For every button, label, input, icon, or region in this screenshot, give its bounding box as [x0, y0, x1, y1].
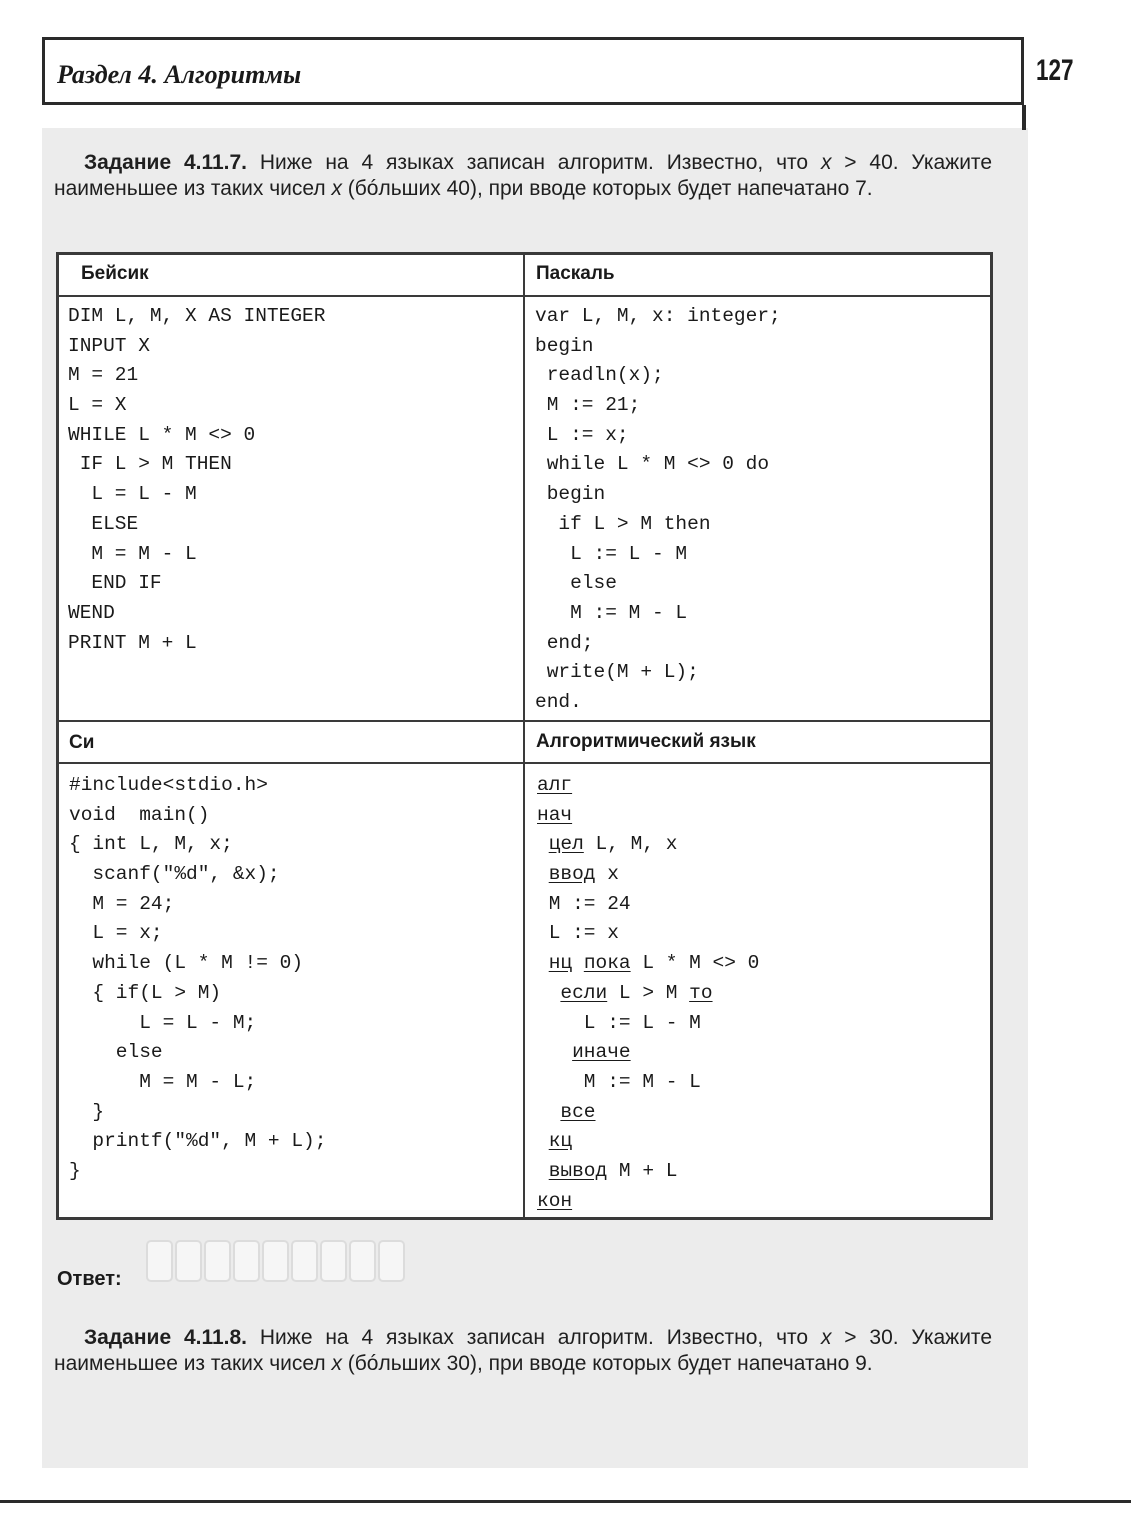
keyword: кц [548, 1130, 573, 1153]
column-divider [523, 255, 525, 1217]
answer-input[interactable] [146, 1240, 407, 1282]
code-line: M := 21; [535, 394, 641, 417]
keyword: алг [537, 774, 573, 796]
code-line: else [535, 572, 617, 595]
code-line: END IF [68, 572, 162, 595]
task-text: Ниже на 4 языках записан алгоритм. Известно, что [247, 1326, 821, 1349]
code-line: write(M + L); [535, 661, 699, 684]
basic-heading: Бейсик [81, 263, 149, 284]
row-divider [59, 762, 990, 764]
answer-cell[interactable] [320, 1240, 347, 1282]
code-line: WEND [68, 601, 115, 624]
code-text: L, M, x [583, 833, 678, 856]
code-text: M + L [607, 1159, 678, 1182]
code-line: PRINT M + L [68, 631, 197, 654]
keyword: то [689, 981, 713, 1004]
code-line: INPUT X [68, 334, 150, 357]
pascal-code [535, 302, 781, 718]
code-line: else [69, 1041, 163, 1064]
basic-code [68, 302, 325, 658]
row-divider [59, 720, 990, 722]
section-title: Раздел 4. Алгоритмы [57, 60, 302, 89]
answer-cell[interactable] [146, 1240, 173, 1282]
answer-cell[interactable] [233, 1240, 260, 1282]
code-line [537, 1098, 759, 1128]
task-label: Задание 4.11.8. [84, 1326, 248, 1349]
keyword: если [560, 981, 608, 1004]
task-text: (бóльших 30), при вводе которых будет напечатано 9. [341, 1352, 873, 1375]
variable-x: x [331, 1352, 342, 1375]
code-line [537, 1127, 759, 1157]
variable-x: x [820, 151, 832, 174]
code-line: while (L * M != 0) [69, 952, 304, 975]
code-text: L * M <> 0 [630, 952, 760, 975]
task-text: (бóльших 40), при вводе которых будет напечатано 7. [341, 177, 873, 200]
code-line: { if(L > M) [69, 981, 222, 1004]
answer-cell[interactable] [291, 1240, 318, 1282]
answer-cell[interactable] [204, 1240, 231, 1282]
code-line: M = 21 [68, 364, 139, 387]
page-bottom-rule [0, 1500, 1131, 1503]
code-line [537, 771, 759, 801]
code-line: L = L - M [68, 483, 197, 506]
code-text: L > M [607, 981, 690, 1004]
answer-cell[interactable] [175, 1240, 202, 1282]
task-4-11-8 [54, 1325, 992, 1377]
pascal-heading: Паскаль [536, 263, 615, 284]
answer-cell[interactable] [349, 1240, 376, 1282]
task-text: > 30. Укажите наименьшее из таких чисел [54, 1326, 992, 1375]
code-line: M := M - L [537, 1070, 701, 1093]
keyword: нц [548, 952, 573, 975]
code-line: printf("%d", M + L); [69, 1130, 327, 1153]
code-line: { int L, M, x; [69, 833, 233, 856]
code-line: var L, M, x: integer; [535, 305, 781, 327]
page-number: 127 [1036, 54, 1074, 87]
code-line: L = x; [69, 922, 163, 945]
variable-x: x [331, 177, 342, 200]
code-line: M = M - L; [69, 1070, 257, 1093]
keyword: кон [537, 1189, 573, 1212]
code-line: } [69, 1159, 81, 1182]
code-line: begin [535, 334, 594, 357]
code-text: x [595, 863, 619, 886]
keyword: все [560, 1100, 596, 1123]
answer-cell[interactable] [378, 1240, 405, 1282]
code-line: WHILE L * M <> 0 [68, 423, 256, 446]
variable-x: x [820, 1326, 832, 1349]
answer-cell[interactable] [262, 1240, 289, 1282]
algo-heading: Алгоритмический язык [536, 731, 756, 752]
code-line: M := M - L [535, 601, 688, 624]
keyword: пока [583, 952, 631, 975]
code-line [537, 830, 759, 860]
code-table [56, 252, 993, 1220]
code-line: M = M - L [68, 542, 197, 565]
code-line: #include<stdio.h> [69, 774, 268, 796]
header-edge-line [1022, 105, 1026, 130]
code-line: L = L - M; [69, 1011, 257, 1034]
answer-label: Ответ: [57, 1268, 122, 1290]
keyword: ввод [548, 863, 596, 886]
code-line: readln(x); [535, 364, 664, 387]
code-line: L = X [68, 394, 127, 417]
code-line: end; [535, 631, 594, 654]
keyword: иначе [572, 1041, 631, 1064]
code-line [537, 979, 759, 1009]
code-line: L := x [537, 922, 619, 945]
algo-code [537, 771, 759, 1216]
keyword: вывод [548, 1159, 608, 1182]
code-line: ELSE [68, 512, 139, 535]
code-line: L := x; [535, 423, 629, 446]
code-line: L := L - M [535, 542, 688, 565]
section-header [42, 37, 1024, 105]
code-line [537, 1038, 759, 1068]
task-text: > 40. Укажите наименьшее из таких чисел [54, 151, 992, 200]
code-line: L := L - M [537, 1011, 701, 1034]
code-line [537, 949, 759, 979]
code-line: IF L > M THEN [68, 453, 232, 476]
row-divider [59, 295, 990, 297]
task-label: Задание 4.11.7. [84, 151, 248, 174]
code-line: scanf("%d", &x); [69, 863, 280, 886]
code-line [537, 801, 759, 831]
code-line [537, 860, 759, 890]
task-4-11-7 [54, 150, 992, 202]
keyword: цел [548, 833, 584, 856]
code-line: while L * M <> 0 do [535, 453, 770, 476]
code-line [537, 1187, 759, 1217]
task-text: Ниже на 4 языках записан алгоритм. Известно, что [247, 151, 821, 174]
code-line: } [69, 1100, 105, 1123]
code-line: DIM L, M, X AS INTEGER [68, 305, 326, 327]
code-line: end. [535, 690, 582, 713]
c-heading: Си [69, 732, 95, 753]
code-line: begin [535, 483, 606, 506]
keyword: нач [537, 803, 573, 826]
code-line: M = 24; [69, 892, 175, 915]
code-line: if L > M then [535, 512, 711, 535]
code-line [537, 1157, 759, 1187]
c-code [69, 771, 326, 1187]
code-line: void main() [69, 803, 210, 826]
code-line: M := 24 [537, 892, 631, 915]
